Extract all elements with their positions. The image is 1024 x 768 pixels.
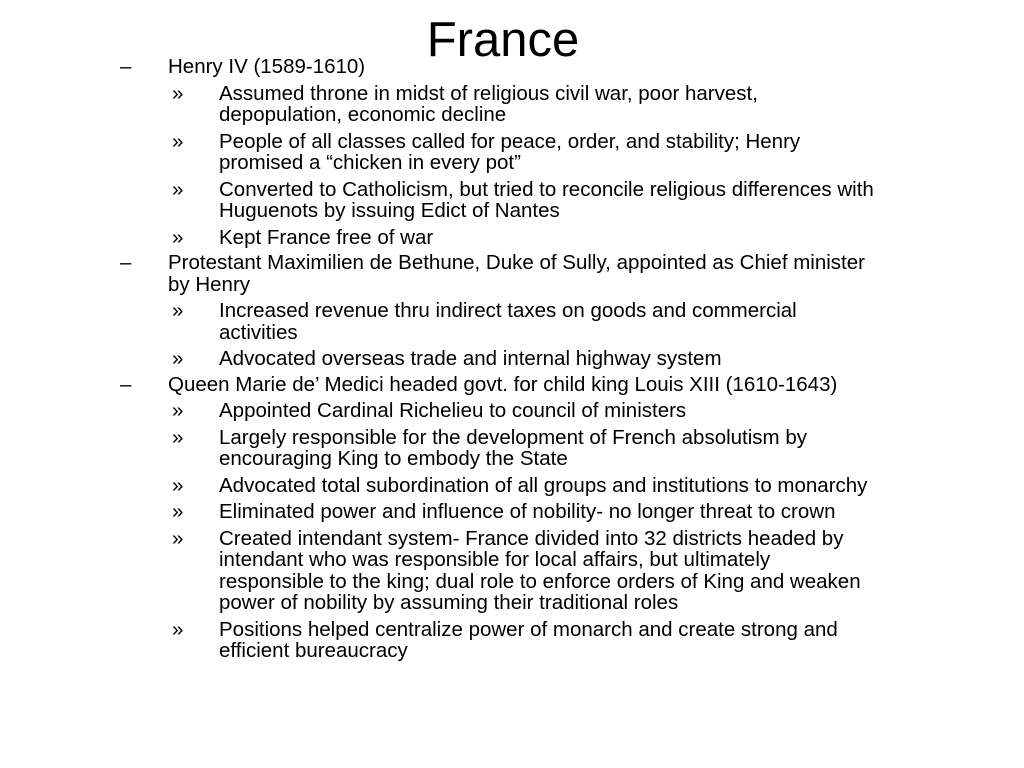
bullet-text: Eliminated power and influence of nobility- no longer threat to crown [219, 500, 836, 523]
section-heading-text: Protestant Maximilien de Bethune, Duke of Sully, appointed as Chief minister by Henry [168, 251, 865, 296]
bullet-text: Increased revenue thru indirect taxes on goods and commercial activities [219, 299, 797, 344]
bullet-text: Advocated overseas trade and internal highway system [219, 347, 722, 370]
bullet-text: Appointed Cardinal Richelieu to council of ministers [219, 399, 687, 422]
bullet-item [0, 131, 1024, 174]
bullet-item [0, 619, 1024, 662]
bullet-item [0, 227, 1024, 249]
chevron-marker: » [172, 617, 184, 641]
chevron-marker: » [172, 500, 184, 523]
section-heading-sully [0, 252, 1024, 295]
dash-marker: – [120, 372, 132, 396]
bullet-list [0, 56, 1024, 662]
chevron-marker: » [172, 425, 184, 449]
chevron-marker: » [172, 129, 184, 153]
bullet-item [0, 501, 1024, 523]
dash-marker: – [120, 55, 132, 78]
bullet-text: Converted to Catholicism, but tried to reconcile religious differences with Huguenots by issuing Edict of Nantes [219, 177, 874, 222]
chevron-marker: » [172, 225, 184, 249]
bullet-text: Largely responsible for the development of French absolutism by encouraging King to embody the State [219, 425, 807, 470]
bullet-text: People of all classes called for peace, order, and stability; Henry promised a “chicken in every pot” [219, 129, 801, 174]
chevron-marker: » [172, 347, 184, 370]
bullet-text: Positions helped centralize power of monarch and create strong and efficient bureaucracy [219, 617, 838, 662]
chevron-marker: » [172, 399, 184, 422]
slide-title: France [426, 13, 580, 67]
chevron-marker: » [172, 526, 184, 550]
bullet-item [0, 400, 1024, 422]
bullet-item [0, 475, 1024, 497]
bullet-item [0, 300, 1024, 343]
bullet-item [0, 427, 1024, 470]
bullet-text: Kept France free of war [219, 225, 434, 249]
chevron-marker: » [172, 299, 184, 322]
chevron-marker: » [172, 473, 184, 497]
chevron-marker: » [172, 177, 184, 201]
section-heading-text: Queen Marie de’ Medici headed govt. for child king Louis XIII (1610-1643) [168, 372, 838, 396]
bullet-text: Created intendant system- France divided into 32 districts headed by intendant who was responsible for local affairs, but ultimately responsible to the king; dual role to enforce orders of King and weaken power of nobility by assuming their traditional roles [219, 526, 861, 614]
bullet-item [0, 528, 1024, 614]
bullet-item [0, 83, 1024, 126]
bullet-text: Assumed throne in midst of religious civil war, poor harvest, depopulation, economic decline [219, 81, 758, 126]
bullet-item [0, 179, 1024, 222]
section-heading-text: Henry IV (1589-1610) [168, 55, 366, 78]
bullet-text: Advocated total subordination of all groups and institutions to monarchy [219, 473, 868, 497]
bullet-item [0, 348, 1024, 370]
dash-marker: – [120, 251, 132, 274]
section-heading-marie-de-medici [0, 374, 1024, 396]
chevron-marker: » [172, 81, 184, 105]
section-heading-henry-iv [0, 56, 1024, 78]
